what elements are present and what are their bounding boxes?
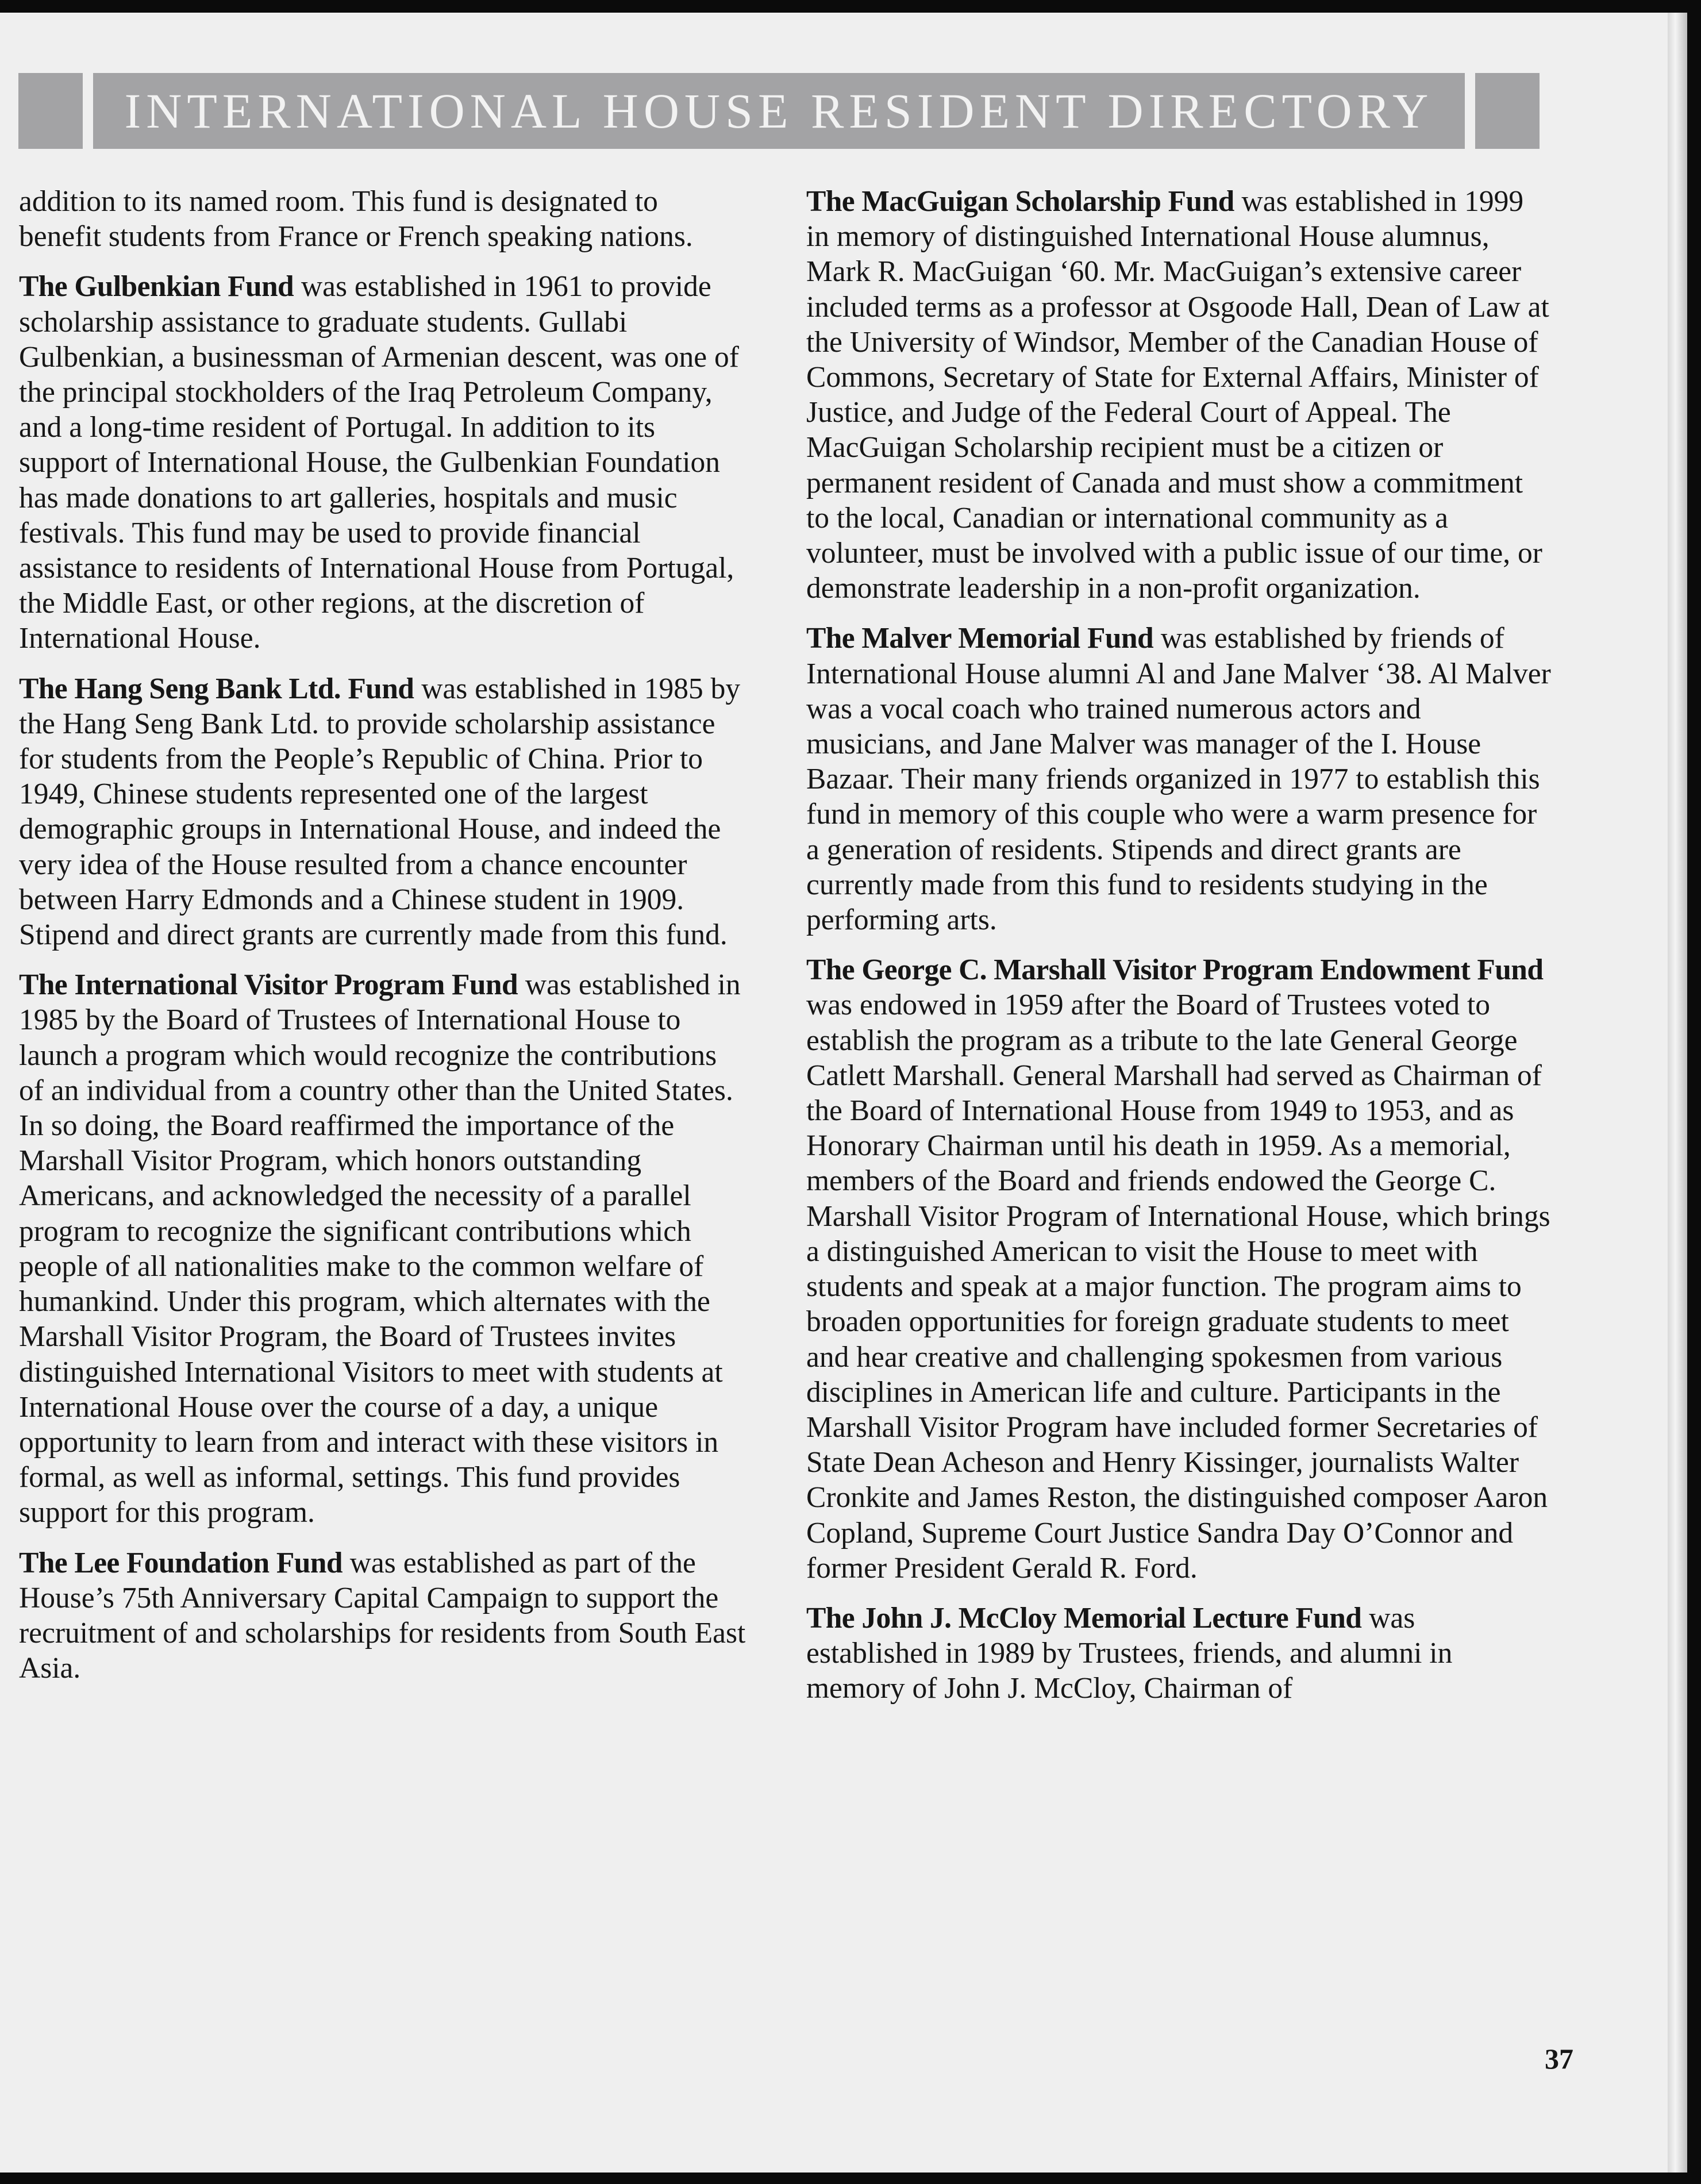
paragraph-text: was established as part of the House’s 75th Anniversary Capital Campaign to support the recruitment of and scholarships for residents from South East Asia. <box>19 1546 746 1685</box>
document-page <box>0 13 1668 2173</box>
paragraph <box>806 1601 1553 1706</box>
paragraph <box>19 967 746 1530</box>
paragraph-text: was established in 1961 to provide scholarship assistance to graduate students. Gullabi Gulbenkian, a businessman of Armenian descent, was one of the principal stockholders of the Iraq Petroleum Company, and a long-time resident of Portugal. In addition to its support of International House, the Gulbenkian Foundation has made donations to art galleries, hospitals and music festivals. This fund may be used to provide financial assistance to residents of International House from Portugal, the Middle East, or other regions, at the discretion of International House. <box>19 270 739 655</box>
paragraph <box>806 184 1553 606</box>
paragraph-text: was established in 1989 by Trustees, friends, and alumni in memory of John J. McCloy, Chairman of <box>806 1601 1453 1705</box>
header-band-left <box>18 73 83 149</box>
paragraph-lead: The Malver Memorial Fund <box>806 622 1154 655</box>
paragraph-text: addition to its named room. This fund is designated to benefit students from France or French speaking nations. <box>19 185 693 253</box>
paragraph-text: was endowed in 1959 after the Board of Trustees voted to establish the program as a tribute to the late General George Catlett Marshall. General Marshall had served as Chairman of the Board of International House from 1949 to 1953, and as Honorary Chairman until his death in 1959. As a memorial, members of the Board and friends endowed the George C. Marshall Visitor Program of International House, which brings a distinguished American to visit the House to meet with students and speak at a major function. The program aims to broaden opportunities for foreign graduate students to meet and hear creative and challenging spokesmen from various disciplines in American life and culture. Participants in the Marshall Visitor Program have included former Secretaries of State Dean Acheson and Henry Kissinger, journalists Walter Cronkite and James Reston, the distinguished composer Aaron Copland, Supreme Court Justice Sandra Day O’Connor and former President Gerald R. Ford. <box>806 989 1550 1585</box>
page-header-title: INTERNATIONAL HOUSE RESIDENT DIRECTORY <box>124 83 1434 139</box>
paragraph <box>806 621 1553 937</box>
paragraph-text: was established in 1999 in memory of distinguished International House alumnus, Mark R. MacGuigan ‘60. Mr. MacGuigan’s extensive career included terms as a professor at Osgoode Hall, Dean of Law at the University of Windsor, Member of the Canadian House of Commons, Secretary of State for External Affairs, Minister of Justice, and Judge of the Federal Court of Appeal. The MacGuigan Scholarship recipient must be a citizen or permanent resident of Canada and must show a commitment to the local, Canadian or international community as a volunteer, must be involved with a public issue of our time, or demonstrate leadership in a non-profit organization. <box>806 185 1549 605</box>
header-band-right <box>1475 73 1540 149</box>
header-banner <box>93 73 1465 149</box>
paragraph-lead: The Lee Foundation Fund <box>19 1546 342 1579</box>
paragraph-text: was established in 1985 by the Hang Seng Bank Ltd. to provide scholarship assistance for students from the People’s Republic of China. Prior to 1949, Chinese students represented one of the largest demographic groups in International House, and indeed the very idea of the House resulted from a chance encounter between Harry Edmonds and a Chinese student in 1909. Stipend and direct grants are currently made from this fund. <box>19 672 741 952</box>
paragraph-text: was established in 1985 by the Board of Trustees of International House to launch a program which would recognize the contributions of an individual from a country other than the United States. In so doing, the Board reaffirmed the importance of the Marshall Visitor Program, which honors outstanding Americans, and acknowledged the necessity of a parallel program to recognize the significant contributions which people of all nationalities make to the common welfare of humankind. Under this program, which alternates with the Marshall Visitor Program, the Board of Trustees invites distinguished International Visitors to meet with students at International House over the course of a day, a unique opportunity to learn from and interact with these visitors in formal, as well as informal, settings. This fund provides support for this program. <box>19 968 741 1529</box>
paragraph-lead: The International Visitor Program Fund <box>19 968 518 1002</box>
left-column <box>19 184 746 1701</box>
paragraph <box>806 952 1553 1586</box>
paragraph-lead: The John J. McCloy Memorial Lecture Fund <box>806 1601 1362 1635</box>
paragraph <box>19 269 746 656</box>
paragraph-lead: The Gulbenkian Fund <box>19 270 294 303</box>
paragraph-lead: The Hang Seng Bank Ltd. Fund <box>19 672 414 705</box>
paragraph-text: was established by friends of International House alumni Al and Jane Malver ‘38. Al Malver was a vocal coach who trained numerous actors and musicians, and Jane Malver was manager of the I. House Bazaar. Their many friends organized in 1977 to establish this fund in memory of this couple who were a warm presence for a generation of residents. Stipends and direct grants are currently made from this fund to residents studying in the performing arts. <box>806 622 1551 937</box>
paragraph <box>19 1545 746 1686</box>
paragraph-lead: The George C. Marshall Visitor Program Endowment Fund <box>806 953 1544 987</box>
page-number: 37 <box>1545 2043 1573 2075</box>
paragraph-lead: The MacGuigan Scholarship Fund <box>806 185 1234 218</box>
paragraph <box>19 671 746 953</box>
right-column <box>806 184 1553 1721</box>
paragraph <box>19 184 746 254</box>
page-edge-shadow <box>1668 13 1687 2173</box>
